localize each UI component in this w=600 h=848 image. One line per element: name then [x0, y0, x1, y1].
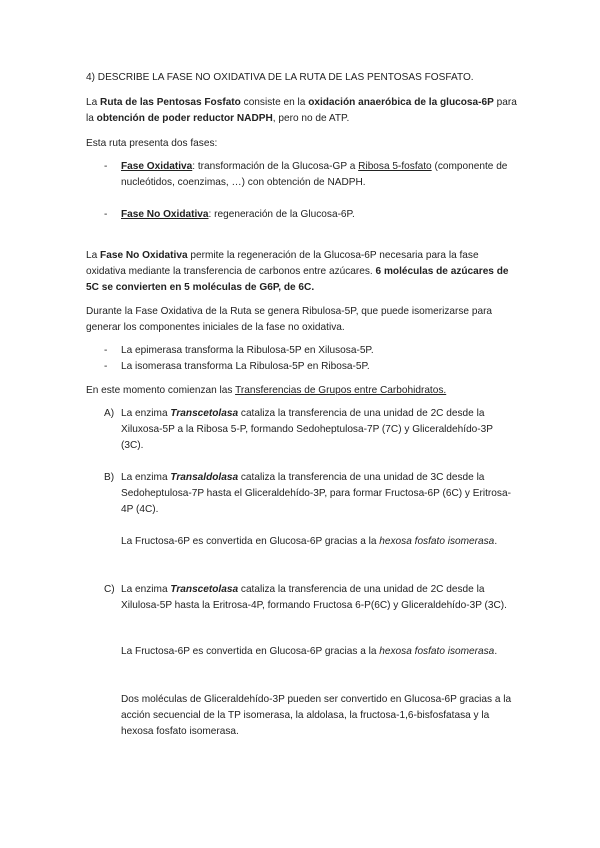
phase-text: [121, 207, 514, 223]
italic-term: hexosa fosfato isomerasa: [379, 536, 495, 547]
text-run: La enzima: [121, 584, 171, 595]
enzyme-text: La isomerasa transforma La Ribulosa-5P en Ribosa-5P.: [121, 361, 370, 372]
text-run: En este momento comienzan las: [86, 385, 236, 396]
text-run: (componente de nucleótidos, coenzimas, …) con obtención de NADPH.: [121, 161, 508, 188]
step-letter: A): [104, 408, 115, 419]
step-a: [104, 406, 518, 454]
transfer-intro: [86, 383, 518, 399]
text-run: La: [86, 250, 101, 261]
non-oxidative-paragraph: [86, 248, 518, 296]
phase-text: [121, 159, 514, 191]
text-run: para la: [86, 97, 517, 124]
text-run: .: [494, 646, 498, 657]
enzyme-text: La epimerasa transforma la Ribulosa-5P en Xilusosa-5P.: [121, 345, 374, 356]
dash-bullet: -: [104, 209, 108, 220]
step-text: [121, 582, 518, 614]
enzyme-name: Transaldolasa: [170, 472, 239, 483]
text-run: : regeneración de la Glucosa-6P.: [208, 209, 355, 220]
phase-label: Fase No Oxidativa: [121, 209, 209, 220]
text-run: , pero no de ATP.: [272, 113, 350, 124]
phase-item-non-oxidative: [104, 207, 514, 223]
note-step-c: [121, 644, 518, 660]
note-step-b: [121, 534, 518, 550]
dash-bullet: -: [104, 361, 108, 372]
text-run: permite la regeneración de la Glucosa-6P necesaria para la fase oxidativa mediante la transferencia de carbonos entre azúcares.: [86, 250, 479, 277]
text-run: consiste en la: [240, 97, 309, 108]
text-run: La enzima: [121, 472, 171, 483]
dash-bullet: -: [104, 345, 108, 356]
text-run: La: [86, 97, 101, 108]
phases-intro: Esta ruta presenta dos fases:: [86, 138, 218, 149]
text-run: cataliza la transferencia de una unidad de 3C desde la Sedoheptulosa-7P hasta el Gliceraldehído-3P, para formar Fructosa-6P (6C) y Eritrosa-4P (4C).: [121, 472, 511, 515]
text-run: La enzima: [121, 408, 171, 419]
step-letter: C): [104, 584, 115, 595]
bold-term: 6 moléculas de azúcares de 5C se convierten en 5 moléculas de G6P, de 6C.: [86, 266, 509, 293]
section-heading: 4) DESCRIBE LA FASE NO OXIDATIVA DE LA RUTA DE LAS PENTOSAS FOSFATO.: [86, 72, 474, 83]
text-run: cataliza la transferencia de una unidad de 2C desde la Xiluxosa-5P a la Ribosa 5-P, formando Sedoheptulosa-7P (7C) y Gliceraldehído-3P (3C).: [121, 408, 493, 451]
text-run: : transformación de la Glucosa-GP a: [192, 161, 359, 172]
bold-term: Ruta de las Pentosas Fosfato: [100, 97, 241, 108]
underlined-term: Ribosa 5-fosfato: [358, 161, 432, 172]
dash-bullet: -: [104, 161, 108, 172]
step-letter: B): [104, 472, 115, 483]
enzyme-item-epimerasa: [104, 343, 514, 359]
underlined-term: Transferencias de Grupos entre Carbohidratos.: [235, 385, 447, 396]
text-run: cataliza la transferencia de una unidad de 2C desde la Xilulosa-5P hasta la Eritrosa-4P, formando Fructosa 6-P(6C) y Gliceraldehído-3P (3C).: [121, 584, 507, 611]
text-run: La Fructosa-6P es convertida en Glucosa-6P gracias a la: [121, 536, 380, 547]
phase-item-oxidative: [104, 159, 514, 191]
final-paragraph: Dos moléculas de Gliceraldehído-3P pueden ser convertido en Glucosa-6P gracias a la acción secuencial de la TP isomerasa, la aldolasa, la fructosa-1,6-bisfosfatasa y la hexosa fosfato isomerasa.: [121, 694, 512, 737]
step-text: [121, 406, 518, 454]
bold-term: obtención de poder reductor NADPH: [96, 113, 273, 124]
bold-term: Fase No Oxidativa: [100, 250, 188, 261]
step-c: [104, 582, 518, 614]
text-run: La Fructosa-6P es convertida en Glucosa-6P gracias a la: [121, 646, 380, 657]
enzyme-name: Transcetolasa: [170, 584, 239, 595]
text-run: .: [494, 536, 498, 547]
italic-term: hexosa fosfato isomerasa: [379, 646, 495, 657]
step-b: [104, 470, 518, 518]
enzyme-item-isomerasa: [104, 359, 514, 375]
step-text: [121, 470, 518, 518]
intro-paragraph: [86, 95, 518, 127]
bold-term: oxidación anaeróbica de la glucosa-6P: [308, 97, 494, 108]
oxidative-phase-paragraph: Durante la Fase Oxidativa de la Ruta se genera Ribulosa-5P, que puede isomerizarse para generar los componentes iniciales de la fase no oxidativa.: [86, 306, 493, 333]
phase-label: Fase Oxidativa: [121, 161, 193, 172]
enzyme-name: Transcetolasa: [170, 408, 239, 419]
